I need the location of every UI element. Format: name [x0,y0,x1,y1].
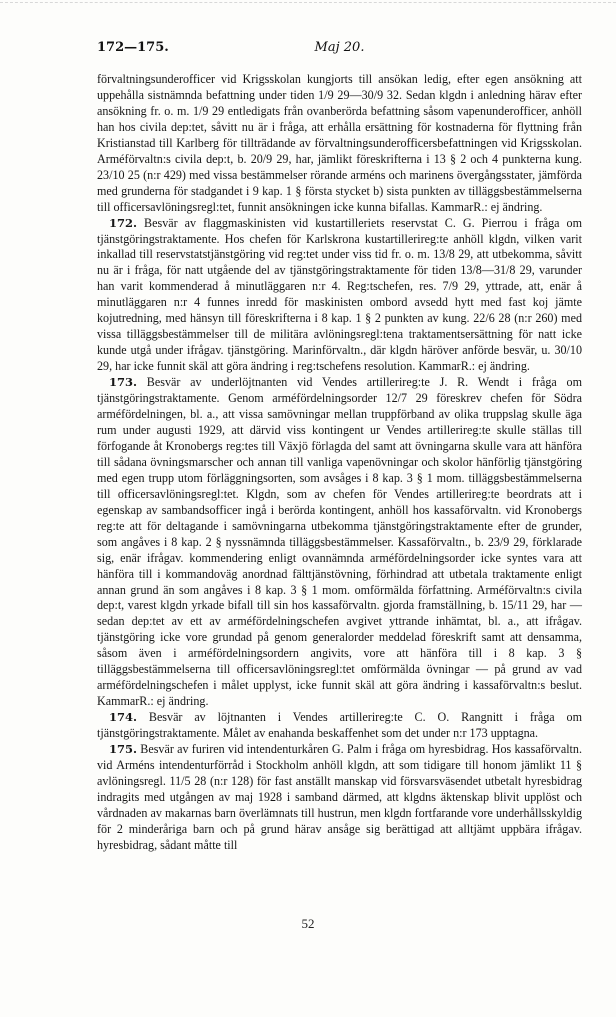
paragraph-175 [97,742,582,854]
paragraph-text: Besvär av underlöjtnanten vid Vendes artillerireg:te J. R. Wendt i fråga om tjänstgöringstraktamente. Genom arméfördelningsorder 12/7 29 föreskrev chefen för Södra arméfördelningen, bl. a., att vissa samövningar mellan truppförband av olika truppslag skulle äga rum under augusti 1929, att därvid viss kontingent ur Vendes artillerireg:te skulle ställas till förfogande åt Kronobergs reg:tes till Växjö förlagda del samt att övningarna skulle vara att hänföra till sådana övningsmarscher och annan till vanliga vapenövningar och skolor hänförlig tjänstgöring med egen trupp utom förläggningsorten, som avsåges i 8 kap. 3 § 1 mom. tilläggsbestämmelserna till officersavlöningsregl:tet. Klgdn, som av chefen för Vendes artillerireg:te beordrats att i egenskap av sambandsofficer ingå i berörda kontingent, anhöll hos kassaförvaltn. vid Kronobergs reg:te att för deltagande i samövningarna utbekomma tjänstgöringstraktamente efter de grunder, som angåves i 8 kap. 2 § nyssnämnda tilläggsbestämmelser. Kassaförvaltn., b. 23/9 29, förklarade sig, enär ifrågav. kommendering enligt ovannämnda arméfördelningsorder icke syntes vara att hänföra till i kommandoväg anordnad fälttjänstövning, förhindrad att utbetala traktamente enligt annan grund än som angåves i 8 kap. 3 § 1 mom. omförmälda författning. Arméförvaltn:s civila dep:t, varest klgdn yrkade bifall till sin hos kassaförvaltn. gjorda framställning, b. 15/11 29, har — sedan dep:tet av ett av arméfördelningschefen avgivet yttrande inhämtat, bl. a., att ifrågav. tjänstgöring icke vore grundad på genom generalorder meddelad föreskrift samt att densamma, såsom även i arméfördelningsordern angivits, vore att hänföra till i 8 kap. 3 § tilläggsbestämmelserna till officersavlöningsregl:tet omförmälda övningar — på grund av vad arméfördelningschefen i målet upplyst, icke funnit skäl att göra ändring i kassaförvaltn:s beslut. KammarR.: ej ändring. [97,375,582,709]
paragraph-174 [97,710,582,742]
case-number: 173. [109,375,138,390]
page-number: 52 [301,916,315,931]
paragraph-172 [97,216,582,376]
paragraph-text: förvaltningsunderofficer vid Krigsskolan kungjorts till ansökan ledig, efter egen ansökning att uppehålla sistnämnda befattning under tiden 1/9 29—30/9 32. Sedan klgdn i anledning härav efter ansökning fr. o. m. 1/9 29 entledigats från ovanberörda befattning såsom vapenunderofficer, anhöll han hos civila dep:tet, såvitt nu är i fråga, att erhålla ersättning för kostnaderna för flyttning från Kristianstad till Karlberg för tillträdande av förvaltningsunderofficersbefattningen vid Krigsskolan. Arméförvaltn:s civila dep:t, b. 20/9 29, har, jämlikt föreskrifterna i 13 § 2 och 4 punkterna kung. 23/10 25 (n:r 429) med vissa bestämmelser rörande arméns och marinens övergångsstater, jämförda med grunderna för stadgandet i 9 kap. 1 § första stycket b) sista punkten av tilläggsbestämmelserna till officersavlöningsregl:tet, funnit ansökningen icke kunna bifallas. KammarR.: ej ändring. [97,72,582,214]
paragraph-text: Besvär av flaggmaskinisten vid kustartilleriets reservstat C. G. Pierrou i fråga om tjänstgöringstraktamente. Hos chefen för Karlskrona kustartillerireg:te anhöll klgdn, vilken varit inkallad till reservstatstjänstgöring vid reg:tet under viss tid fr. o. m. 13/8 29, att utbekomma, såvitt nu är i fråga, för natt utgående del av tjänstgöringstraktamente för tiden 13/8—31/8 29, varunder han varit kommenderad å minutläggaren n:r 4. Reg:tschefen, res. 7/9 29, yttrade, att, enär å minutläggaren n:r 4 funnes inredd för maskinisten ombord avsedd hytt med fast koj jämte kojutredning, med hänsyn till föreskrifterna i 8 kap. 1 § 2 punkten av kung. 22/6 28 (n:r 260) med vissa tilläggsbestämmelser till de militära avlöningsregl:tena traktamentsersättning för natt icke kunde utgå under ifrågav. tjänstgöring. Marinförvaltn., där klgdn häröver anförde besvär, u. 30/10 29, har icke funnit skäl att göra ändring i reg:tschefens resolution. KammarR.: ej ändring. [97,215,582,374]
paragraph-text: Besvär av löjtnanten i Vendes artillerireg:te C. O. Rangnitt i fråga om tjänstgöringstraktamente. Målet av enahanda beskaffenhet som det under n:r 173 upptagna. [97,710,582,741]
case-number: 172. [109,215,138,230]
header-date: Maj 20. [314,40,365,55]
paragraph-173 [97,375,582,710]
page-header [97,40,582,60]
paragraph-continued [97,72,582,216]
section-range: 172—175. [97,40,169,55]
scan-edge-line [0,2,616,4]
case-number: 174. [109,710,138,725]
body-text [97,72,582,854]
case-number: 175. [109,742,138,757]
paragraph-text: Besvär av furiren vid intendenturkåren G. Palm i fråga om hyresbidrag. Hos kassaförvaltn. vid Arméns intendenturförråd i Stockholm anhöll klgdn, att som tidigare till honom jämlikt 11 § avlöningsregl. 11/5 28 (n:r 128) för fast anställt manskap vid försvarsväsendet utbetalt hyresbidrag indragits med utgången av maj 1928 i samband därmed, att klgdns äktenskap blivit upplöst och vårdnaden av makarnas barn överlämnats till hustrun, men klgdn fortfarande vore underhållsskyldig för 2 minderåriga barn och på grund härav ansåge sig berättigad att alltjämt uppbära ifrågav. hyresbidrag, sådant måtte till [97,742,582,852]
